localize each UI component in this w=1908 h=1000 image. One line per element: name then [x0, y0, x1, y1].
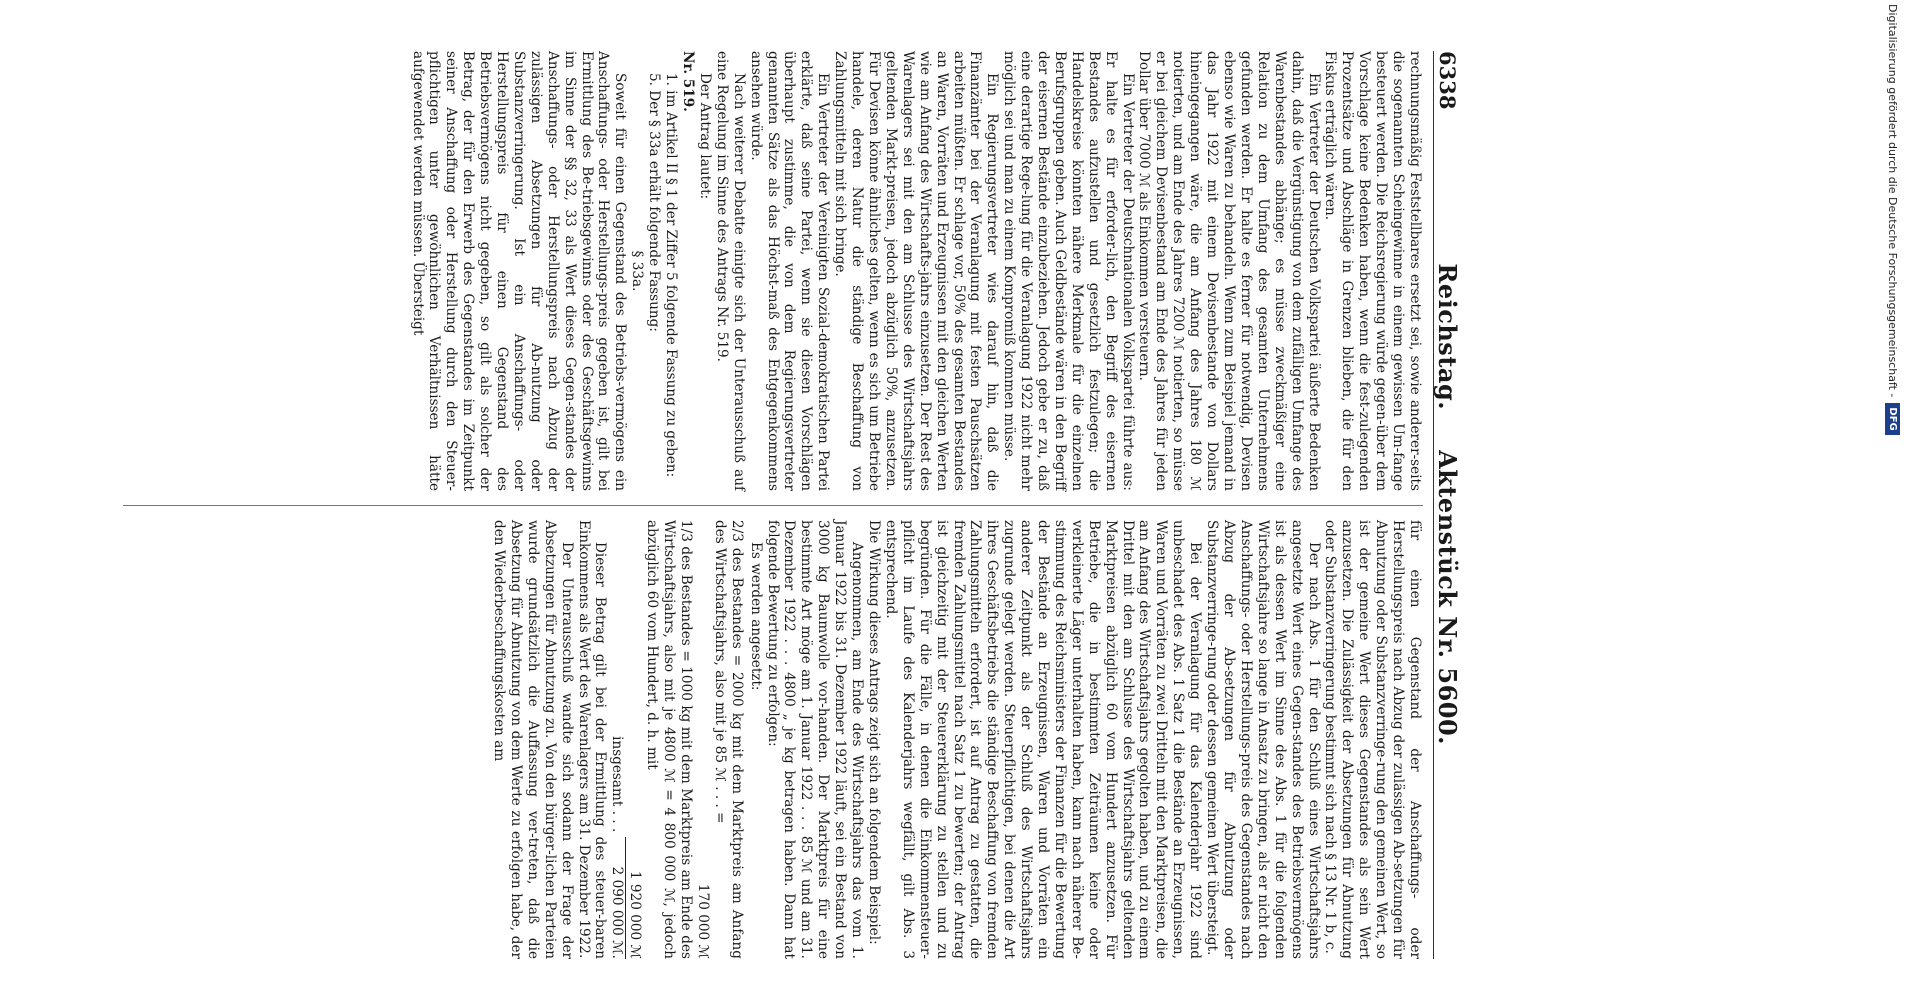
- paragraph: Der nach Abs. 1 für den Schluß eines Wirtschaftsjahrs angesetzte Wert eines Gegen-standes des Betriebsvermögens ist als dessen Wert im Sinne des Abs. 1 für die folgenden Wirtschaftsjahre so lange in Ansatz zu bringen, als er nicht den Anschaffungs- oder Herstellungs-preis des Gegenstandes nach Abzug der Ab-setzungen für Abnutzung oder Substanzverringe-rung oder dessen gemeinen Wert übersteigt.: [1204, 520, 1322, 959]
- paragraph: 1. im Artikel II § 1 der Ziffer 5 folgende Fassung zu geben:: [663, 73, 680, 478]
- calculation-line: 2/3 des Bestandes = 2000 kg mit dem Marktpreis am Anfang des Wirtschaftsjahrs, also mit je 85 ℳ . . . =: [711, 520, 745, 959]
- paragraph: Ein Vertreter der Deutschnationalen Volkspartei führte aus: Er halte es für erforder-lich, den Begriff des eisernen Bestandes aufzustellen und gesetzlich festzulegen; die Handelskreise könnten nähere Merkmale für die einzelnen Berufsgruppen geben. Auch Geldbestände wären in den Begriff der eisernen Bestände einzubeziehen. Jedoch gebe er zu, daß eine derartige Rege-lung für die Veranlagung 1922 nicht mehr möglich sei und man zu einem Kompromiß kommen müsse.: [1001, 51, 1136, 491]
- paragraph: Ein Regierungsvertreter wies darauf hin, daß die Finanzämter bei der Veranlagung mit festen Pauschsätzen arbeiten müßten. Er schlage vor, 50% des gesamten Bestandes an Waren, Vorräten und Erzeugnissen mit den gleichen Werten wie am Anfang des Wirtschafts-jahrs einzusetzen. Der Rest des Warenlagers sei mit den am Schlusse des Wirtschaftsjahrs geltenden Markt-preisen, jedoch abzüglich 50%, anzusetzen. Für Devisen könne ähnliches gelten, wenn es sich um Betriebe handele, deren Natur die ständige Beschaffung von Zahlungsmitteln mit sich bringe.: [832, 51, 1001, 491]
- text-columns: [123, 51, 1423, 959]
- paragraph: Dieser Betrag gilt bei der Ermittlung des steuer-baren Einkommens als Wert des Warenlagers am 31. Dezember 1922.: [575, 520, 609, 959]
- page-number: 6338: [1434, 51, 1460, 110]
- document-number: Aktenstück Nr. 5600.: [1432, 450, 1462, 746]
- paragraph: für einen Gegenstand der Anschaffungs- oder Herstellungspreis nach Abzug der zulässigen Ab-setzungen für Abnutzung oder Substanzverringe-rung den gemeinen Wert, so ist der gemeine Wert dieses Gegenstandes als sein Wert anzusetzen. Die Zulässigkeit der Absetzungen für Abnutzung oder Substanzverringerung bestimmt sich nach § 13 Nr. 1 b, c.: [1322, 520, 1423, 959]
- publication-name: Reichstag.: [1432, 263, 1462, 411]
- calculation-amount: 170 000 ℳ: [694, 883, 711, 959]
- total-label: insgesamt . . .: [609, 736, 626, 833]
- paragraph: Angenommen, am Ende des Wirtschaftsjahrs das vom 1. Januar 1922 bis 31. Dezember 1922 läuft, sei ein Bestand von 3000 kg Baumwolle vor-handen. Der Marktpreis für eine bestimmte Art möge am 1. Januar 1922 . . . 85 ℳ und am 31. Dezember 1922 . . . 4800 „ je kg betragen haben. Dann hat folgende Bewertung zu erfolgen:: [764, 520, 866, 959]
- left-column: [123, 51, 1423, 505]
- paragraph: Nach weiterer Debatte einigte sich der Unterausschuß auf eine Regelung im Sinne des Antrags Nr. 519.: [713, 51, 747, 491]
- dfg-logo: DFG: [1886, 403, 1901, 434]
- calculation: [609, 520, 745, 959]
- paragraph: Die Wirkung dieses Antrags zeigt sich an folgendem Beispiel:: [866, 520, 882, 945]
- paragraph: Der Unterausschuß wandte sich sodann der Frage der Absetzungen für Abnutzung zu. Von den bürger-lichen Parteien wurde grundsätzlich die Auffassung ver-treten, daß die Absetzung für Abnutzung von dem Werte zu erfolgen habe, der den Wiederbeschaffungskosten am: [491, 520, 575, 959]
- paragraph: Der Antrag lautet:: [696, 73, 713, 200]
- paragraph: Es werden angesetzt:: [747, 542, 764, 691]
- paragraph: Ein Vertreter der Deutschen Volkspartei äußerte Bedenken dahin, daß die Vergünstigung von dem zufälligen Umfange des Warenbestandes abhänge; es müsse zweckmäßiger eine Relation zu dem Umfang des gesamten Unternehmens gefunden werden. Er halte es ferner für notwendig, Devisen ebenso wie Waren zu behandeln. Wenn zum Beispiel jemand in das Jahr 1922 mit einem Devisenbestande von Dollars hineingegangen wäre, die am Anfang des Jahres 180 ℳ notierten, und am Ende des Jahres 7200 ℳ notierten, so müsse er bei gleichem Devisenbestand am Ende des Jahres für jeden Dollar über 7000 ℳ als Einkommen versteuern.: [1136, 51, 1322, 491]
- calculation-amount: 1 920 000 ℳ: [627, 870, 644, 959]
- document-page: [110, 45, 1480, 965]
- digitization-note: [1878, 0, 1908, 1000]
- paragraph: Soweit für einen Gegenstand des Betriebs-vermögens ein Anschaffungs- oder Herstellungs-preis gegeben ist, gilt bei Ermittlung des Be-triebsgewinns oder des Geschäftsgewinns im Sinne der §§ 32, 33 als Wert dieses Gegen-standes der Anschaffungs- oder Herstellungspreis nach Abzug der zulässigen Absetzungen für Ab-nutzung oder Substanzverringerung. Ist ein Anschaffungs- oder Herstellungspreis für einen Gegenstand des Betriebsvermögens nicht gegeben, so gilt als solcher der Betrag, der für den Erwerb des Gegenstandes im Zeitpunkt seiner Anschaffung oder Herstellung durch den Steuer-pflichtigen unter gewöhnlichen Verhältnissen hätte aufgewendet werden müssen. Übersteigt: [409, 51, 629, 491]
- page-header: [1433, 51, 1480, 959]
- paragraph: Ein Vertreter der Vereinigten Sozial-demokratischen Partei erklärte, daß seine Partei, wenn sie diesen Vorschlägen überhaupt zustimme, die von dem Regierungsvertreter genannten Sätze als das Höchst-maß des Entgegenkommens ansehen würde.: [747, 51, 832, 491]
- total-amount: 2 090 000 ℳ.: [609, 837, 627, 959]
- paragraph: Bei der Veranlagung für das Kalenderjahr 1922 sind unbeschadet des Abs. 1 Satz 1 die Bestände an Erzeugnissen, Waren und Vorräten zu zwei Dritteln mit den Marktpreisen, die am Anfang des Wirtschaftsjahrs gegolten haben, und zu einem Drittel mit den am Schlusse des Wirtschaftsjahrs geltenden Marktpreisen abzüglich 60 vom Hundert anzusetzen. Für Betriebe, die in bestimmten Zeiträumen keine oder verkleinerte Läger unterhalten haben, kann nach näherer Be-stimmung des Reichsministers der Finanzen für die Bewertung der Bestände an Erzeugnissen, Waren und Vorräten ein anderer Zeitpunkt als der Schluß des Wirtschaftsjahrs zugrunde gelegt werden. Steuerpflichtigen, bei denen die Art ihres Geschäftsbetriebs die ständige Beschaffung von fremden Zahlungsmitteln erfordert, ist auf Antrag zu gestatten, die fremden Zahlungsmittel nach Satz 1 zu bewerten; der Antrag ist gleichzeitig mit der Steuererklärung zu stellen und zu begründen. Für die Fälle, in denen die Einkommensteuer-pflicht im Laufe des Kalenderjahrs wegfällt, gilt Abs. 3 entsprechend.: [882, 520, 1204, 959]
- paragraph: 5. Der § 33a erhält folgende Fassung:: [646, 73, 663, 332]
- paragraph: rechnungsmäßig Feststellbares ersetzt sei, sowie anderer-seits die sogenannten Scheingewinne in einem gewissen Um-fange besteuert werden. Die Reichsregierung würde gegen-über dem Vorschlage keine Bedenken haben, wenn die fest-zulegenden Prozentsätze und Abschläge in Grenzen blieben, die für den Fiskus erträglich wären.: [1322, 51, 1423, 491]
- calculation-line: 1/3 des Bestandes = 1000 kg mit dem Marktpreis am Ende des Wirtschaftsjahrs, also mit je 4800 ℳ = 4 800 000 ℳ, jedoch abzüglich 60 vom Hundert, d. h. mit: [644, 520, 695, 959]
- digitization-text: Digitalisierung gefördert durch die Deutsche Forschungsgemeinschaft -: [1886, 4, 1900, 398]
- motion-number: Nr. 519.: [680, 51, 697, 112]
- running-title: [1432, 263, 1462, 746]
- section-heading: § 33a.: [629, 250, 646, 292]
- right-column: [123, 505, 1423, 959]
